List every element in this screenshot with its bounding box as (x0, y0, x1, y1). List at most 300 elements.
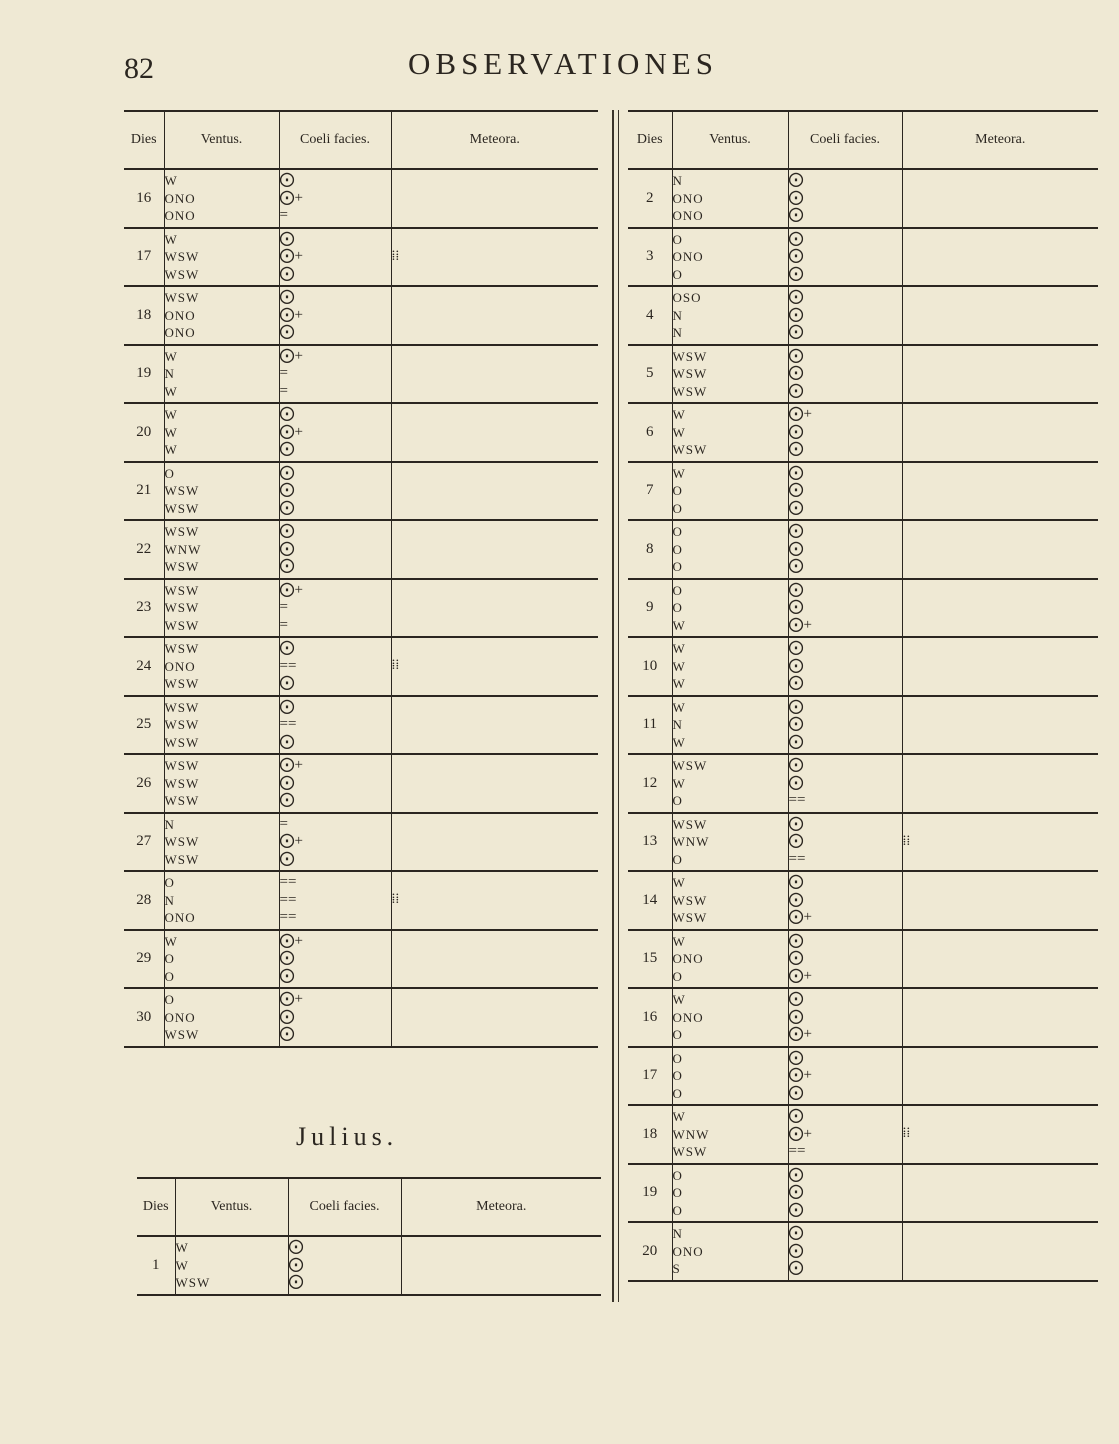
sky-symbol: == (279, 909, 297, 925)
sky-cell (788, 579, 902, 638)
wind-value: WSW (164, 851, 200, 867)
sky-symbol: ⨀ (788, 324, 804, 340)
wind-value: O (164, 968, 175, 984)
wind-value: WSW (164, 734, 200, 750)
wind-value: W (672, 933, 686, 949)
wind-value: W (672, 875, 686, 890)
table-row (628, 637, 1098, 696)
sky-symbol: ⨀ (279, 967, 295, 984)
table-row (628, 1105, 1098, 1164)
sky-symbol: ⨀ (788, 464, 804, 481)
day-number: 9 (628, 579, 672, 638)
day-number: 14 (628, 871, 672, 930)
wind-value: WSW (164, 717, 200, 732)
sky-cell (279, 637, 391, 696)
header-coeli-facies: Coeli facies. (788, 111, 902, 169)
table-row (124, 579, 598, 638)
wind-value: WNW (672, 834, 710, 849)
sky-symbol: ⨀ (279, 792, 295, 808)
wind-value: W (672, 1109, 686, 1124)
wind-value: W (672, 617, 686, 633)
wind-cell (164, 579, 279, 638)
sky-symbol: ⨀ (788, 757, 804, 773)
wind-value: WSW (164, 617, 200, 633)
day-number: 29 (124, 930, 164, 989)
observations-table-right (628, 110, 1098, 1282)
table-row (628, 754, 1098, 813)
wind-cell (164, 637, 279, 696)
table-row (628, 520, 1098, 579)
sky-symbol: ⨀ (788, 733, 804, 750)
wind-value: WSW (164, 1027, 200, 1042)
wind-value: ONO (164, 307, 196, 323)
wind-value: O (672, 266, 683, 282)
sky-symbol: ⨀ (279, 523, 295, 539)
header-dies: Dies (628, 111, 672, 169)
wind-value: WSW (164, 290, 200, 305)
sky-symbol: ⨀+ (788, 909, 812, 925)
sky-symbol: ⨀ (788, 932, 804, 949)
wind-value: W (672, 407, 686, 422)
day-number: 28 (124, 871, 164, 930)
wind-cell (164, 754, 279, 813)
wind-cell (175, 1236, 288, 1295)
wind-value: W (672, 734, 686, 750)
meteora-cell (902, 930, 1098, 989)
wind-value: S (672, 1261, 681, 1276)
sky-cell (788, 286, 902, 345)
wind-value: ONO (672, 1243, 704, 1259)
sky-symbol: ⨀+ (279, 581, 303, 598)
wind-value: ONO (164, 658, 196, 674)
sky-symbol: ⨀ (788, 499, 804, 516)
sky-symbol: ⨀ (788, 1242, 804, 1259)
day-number: 7 (628, 462, 672, 521)
wind-value: O (164, 465, 175, 481)
sky-cell (279, 754, 391, 813)
sky-symbol: ⨀ (788, 1184, 804, 1200)
day-number: 20 (124, 403, 164, 462)
day-number: 16 (628, 988, 672, 1047)
wind-value: O (672, 1202, 683, 1218)
table-row (628, 345, 1098, 404)
wind-cell (164, 345, 279, 404)
wind-value: W (672, 676, 686, 691)
sky-symbol: = (279, 207, 288, 223)
sky-symbol: ⨀+ (279, 423, 303, 440)
wind-value: W (164, 933, 178, 949)
sky-symbol: ⨀ (788, 382, 804, 399)
sky-symbol: ⨀ (288, 1239, 304, 1255)
meteora-cell (391, 403, 598, 462)
wind-value: O (672, 968, 683, 984)
wind-cell (672, 169, 788, 228)
meteora-cell (902, 1164, 1098, 1223)
header-dies: Dies (137, 1178, 175, 1236)
wind-cell (164, 871, 279, 930)
table-row (628, 988, 1098, 1047)
meteora-cell (902, 988, 1098, 1047)
julius-section (137, 1177, 601, 1296)
sky-symbol: ⨀ (788, 1166, 804, 1183)
wind-value: ONO (672, 249, 704, 264)
wind-value: WNW (672, 1126, 710, 1142)
meteora-cell (391, 462, 598, 521)
wind-cell (164, 462, 279, 521)
sky-symbol: = (279, 815, 288, 832)
table-row (628, 228, 1098, 287)
wind-value: W (672, 658, 686, 674)
wind-value: O (672, 851, 683, 867)
wind-value: WSW (164, 793, 200, 808)
sky-symbol: ⨀ (788, 1008, 804, 1025)
wind-value: O (672, 1068, 683, 1083)
meteora-cell: ⁞⁞ (391, 871, 598, 930)
running-title: OBSERVATIONES (408, 46, 718, 81)
table-row (124, 286, 598, 345)
wind-value: N (672, 325, 683, 340)
wind-value: O (672, 1167, 683, 1183)
wind-value: WSW (672, 348, 708, 364)
wind-value: WSW (672, 892, 708, 908)
sky-symbol: == (788, 850, 806, 867)
day-number: 3 (628, 228, 672, 287)
wind-value: O (672, 500, 683, 516)
wind-value: O (672, 582, 683, 598)
sky-symbol: ⨀+ (279, 833, 303, 849)
sky-symbol: ⨀+ (788, 616, 812, 633)
wind-value: ONO (164, 325, 196, 340)
wind-value: ONO (672, 190, 704, 206)
header-ventus: Ventus. (175, 1178, 288, 1236)
table-row (124, 345, 598, 404)
sky-cell (279, 871, 391, 930)
table-row (124, 988, 598, 1047)
day-number: 8 (628, 520, 672, 579)
day-number: 18 (628, 1105, 672, 1164)
sky-symbol: ⨀ (279, 482, 295, 498)
wind-value: N (164, 816, 175, 832)
meteora-cell (902, 286, 1098, 345)
day-number: 24 (124, 637, 164, 696)
table-row (628, 1047, 1098, 1106)
sky-symbol: ⨀ (788, 248, 804, 264)
wind-value: OSO (672, 290, 702, 305)
sky-cell (788, 1105, 902, 1164)
wind-value: W (672, 775, 686, 791)
sky-cell (279, 988, 391, 1047)
table-row (628, 1222, 1098, 1281)
wind-cell (672, 637, 788, 696)
sky-symbol: = (279, 382, 288, 399)
wind-value: ONO (164, 910, 196, 925)
sky-symbol: ⨀ (788, 815, 804, 832)
sky-symbol: ⨀+ (279, 932, 303, 949)
day-number: 12 (628, 754, 672, 813)
sky-symbol: ⨀ (279, 558, 295, 574)
meteora-cell (391, 520, 598, 579)
wind-cell (672, 462, 788, 521)
header-ventus: Ventus. (164, 111, 279, 169)
table-row (124, 403, 598, 462)
wind-value: WSW (164, 676, 200, 691)
wind-value: WSW (164, 249, 200, 264)
meteora-cell (391, 286, 598, 345)
meteora-cell (902, 1222, 1098, 1281)
sky-symbol: ⨀ (279, 774, 295, 791)
sky-symbol: ⨀ (288, 1274, 304, 1290)
wind-cell (672, 813, 788, 872)
wind-value: WSW (164, 775, 200, 791)
sky-symbol: ⨀ (279, 324, 295, 340)
sky-cell (279, 520, 391, 579)
sky-cell (788, 1047, 902, 1106)
sky-symbol: ⨀+ (279, 306, 303, 323)
meteora-cell: ⁞⁞ (391, 228, 598, 287)
sky-symbol: ⨀ (788, 523, 804, 539)
wind-cell (672, 1047, 788, 1106)
sky-symbol: ⨀ (279, 1008, 295, 1025)
wind-value: O (672, 793, 683, 808)
sky-symbol: == (279, 874, 297, 890)
sky-cell (279, 579, 391, 638)
right-column (628, 110, 1098, 1282)
wind-value: WSW (164, 758, 200, 773)
meteora-cell (902, 462, 1098, 521)
table-row (124, 169, 598, 228)
sky-symbol: ⨀ (788, 657, 804, 674)
wind-cell (672, 228, 788, 287)
meteora-cell (902, 228, 1098, 287)
sky-cell (279, 345, 391, 404)
wind-cell (164, 286, 279, 345)
header-meteora: Meteora. (902, 111, 1098, 169)
sky-symbol: ⨀ (279, 265, 295, 282)
sky-symbol: ⨀ (788, 1108, 804, 1124)
sky-cell (788, 871, 902, 930)
day-number: 22 (124, 520, 164, 579)
wind-value: WSW (672, 366, 708, 381)
wind-value: O (672, 1085, 683, 1101)
day-number: 19 (124, 345, 164, 404)
column-divider (612, 110, 614, 1302)
day-number: 5 (628, 345, 672, 404)
wind-cell (164, 228, 279, 287)
sky-symbol: ⨀+ (279, 757, 303, 773)
sky-symbol: ⨀+ (279, 189, 303, 206)
sky-cell (788, 1222, 902, 1281)
wind-value: O (672, 600, 683, 615)
day-number: 6 (628, 403, 672, 462)
sky-cell (279, 169, 391, 228)
day-number: 15 (628, 930, 672, 989)
day-number: 23 (124, 579, 164, 638)
wind-value: O (164, 875, 175, 890)
sky-cell (288, 1236, 401, 1295)
table-row (137, 1236, 601, 1295)
sky-cell (788, 637, 902, 696)
sky-cell (788, 930, 902, 989)
sky-symbol: ⨀ (788, 423, 804, 440)
table-row (628, 169, 1098, 228)
wind-cell (164, 988, 279, 1047)
meteora-cell (902, 637, 1098, 696)
wind-value: O (672, 524, 683, 539)
table-row (628, 696, 1098, 755)
table-row (124, 462, 598, 521)
sky-symbol: ⨀ (279, 950, 295, 966)
wind-value: ONO (672, 951, 704, 966)
wind-value: WSW (164, 641, 200, 656)
wind-value: W (164, 383, 178, 399)
sky-cell (279, 696, 391, 755)
wind-value: WSW (672, 383, 708, 399)
sky-symbol: ⨀ (788, 1084, 804, 1101)
wind-value: N (672, 1226, 683, 1241)
sky-symbol: ⨀ (788, 289, 804, 305)
meteora-cell (391, 930, 598, 989)
table-row (628, 403, 1098, 462)
day-number: 27 (124, 813, 164, 872)
header-dies: Dies (124, 111, 164, 169)
meteora-cell (902, 696, 1098, 755)
sky-symbol: == (279, 716, 297, 732)
sky-symbol: ⨀ (788, 1049, 804, 1066)
table-row (628, 1164, 1098, 1223)
sky-symbol: ⨀ (788, 874, 804, 890)
sky-symbol: ⨀ (788, 306, 804, 323)
sky-symbol: ⨀ (279, 733, 295, 750)
wind-cell (164, 696, 279, 755)
sky-symbol: ⨀ (788, 347, 804, 364)
sky-cell (788, 813, 902, 872)
sky-symbol: ⨀ (788, 991, 804, 1007)
wind-value: O (672, 1050, 683, 1066)
wind-cell (164, 403, 279, 462)
wind-cell (672, 345, 788, 404)
meteora-cell (391, 579, 598, 638)
sky-symbol: ⨀ (788, 716, 804, 732)
day-number: 17 (628, 1047, 672, 1106)
wind-value: N (672, 173, 683, 188)
wind-cell (672, 988, 788, 1047)
sky-symbol: ⨀+ (788, 406, 812, 422)
wind-value: W (672, 641, 686, 656)
table-row (124, 754, 598, 813)
wind-value: WSW (672, 442, 708, 457)
wind-cell (672, 286, 788, 345)
wind-cell (672, 930, 788, 989)
sky-symbol: == (788, 1143, 806, 1159)
meteora-cell (902, 520, 1098, 579)
wind-value: O (672, 231, 683, 247)
table-row (124, 813, 598, 872)
wind-value: WSW (175, 1275, 211, 1290)
meteora-cell (391, 696, 598, 755)
wind-value: WSW (164, 266, 200, 282)
wind-value: W (164, 173, 178, 188)
sky-symbol: ⨀ (279, 441, 295, 457)
day-number: 2 (628, 169, 672, 228)
wind-cell (164, 930, 279, 989)
wind-cell (672, 1222, 788, 1281)
wind-value: W (164, 442, 178, 457)
wind-cell (672, 1164, 788, 1223)
table-row (628, 813, 1098, 872)
wind-value: ONO (672, 208, 704, 223)
sky-symbol: ⨀ (788, 581, 804, 598)
sky-symbol: ⨀+ (279, 347, 303, 364)
wind-value: W (164, 424, 178, 440)
sky-symbol: ⨀ (788, 172, 804, 188)
wind-cell (672, 696, 788, 755)
sky-symbol: ⨀ (788, 265, 804, 282)
sky-symbol: == (279, 657, 297, 674)
meteora-cell: ⁞⁞ (902, 813, 1098, 872)
wind-cell (164, 520, 279, 579)
sky-cell (279, 403, 391, 462)
sky-symbol: ⨀ (788, 950, 804, 966)
sky-symbol: ⨀ (279, 464, 295, 481)
wind-value: N (672, 307, 683, 323)
day-number: 4 (628, 286, 672, 345)
wind-value: O (672, 483, 683, 498)
sky-symbol: ⨀ (279, 406, 295, 422)
sky-cell (279, 462, 391, 521)
sky-symbol: ⨀ (788, 833, 804, 849)
sky-cell (788, 754, 902, 813)
sky-symbol: ⨀ (279, 230, 295, 247)
sky-cell (788, 345, 902, 404)
day-number: 21 (124, 462, 164, 521)
sky-symbol: ⨀ (788, 558, 804, 574)
sky-cell (788, 520, 902, 579)
day-number: 17 (124, 228, 164, 287)
wind-value: ONO (672, 1009, 704, 1025)
sky-cell (788, 988, 902, 1047)
meteora-cell (401, 1236, 601, 1295)
sky-symbol: ⨀ (279, 675, 295, 691)
meteora-cell (391, 813, 598, 872)
sky-cell (788, 228, 902, 287)
table-row (124, 930, 598, 989)
day-number: 25 (124, 696, 164, 755)
sky-cell (788, 696, 902, 755)
meteora-cell (902, 403, 1098, 462)
wind-value: W (164, 348, 178, 364)
meteora-cell: ⁞⁞ (391, 637, 598, 696)
wind-value: WSW (164, 524, 200, 539)
sky-symbol: ⨀ (279, 640, 295, 656)
day-number: 13 (628, 813, 672, 872)
wind-value: W (175, 1240, 189, 1255)
wind-value: W (672, 992, 686, 1007)
sky-cell (788, 1164, 902, 1223)
sky-cell (279, 813, 391, 872)
sky-symbol: ⨀ (279, 540, 295, 557)
sky-symbol: ⨀ (788, 1225, 804, 1241)
header-ventus: Ventus. (672, 111, 788, 169)
wind-cell (672, 754, 788, 813)
wind-value: O (672, 541, 683, 557)
sky-symbol: ⨀ (279, 499, 295, 516)
day-number: 18 (124, 286, 164, 345)
wind-value: WSW (164, 600, 200, 615)
table-row (124, 228, 598, 287)
header-coeli-facies: Coeli facies. (279, 111, 391, 169)
meteora-cell (902, 1047, 1098, 1106)
wind-value: WSW (164, 699, 200, 715)
